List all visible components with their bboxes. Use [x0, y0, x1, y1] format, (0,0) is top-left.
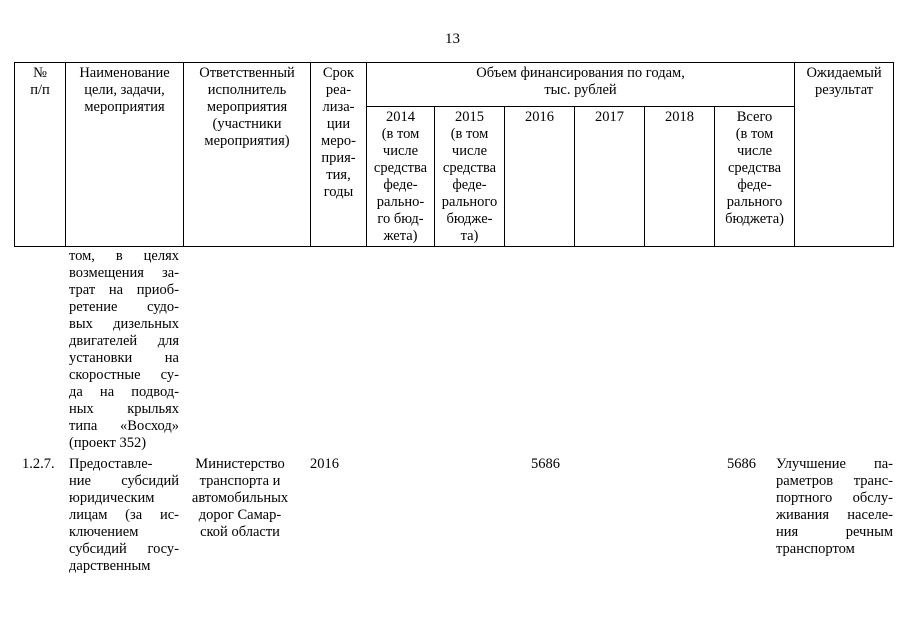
text-line: юридическим — [69, 490, 155, 506]
text-line: ния речным — [776, 524, 893, 540]
text-line: раметров транс- — [776, 473, 893, 489]
row-127-term: 2016 — [310, 456, 339, 472]
budget-table-header — [14, 62, 894, 247]
text-line: вых дизельных — [69, 316, 179, 332]
row-127-total: 5686 — [727, 456, 756, 472]
text-line: ретение судо- — [69, 299, 179, 315]
text-line: трат на приоб- — [69, 282, 179, 298]
text-line: транспортом — [776, 541, 855, 557]
header-year-2017: 2017 — [575, 107, 645, 247]
text-line: скоростные су- — [69, 367, 179, 383]
header-num: № п/п — [15, 63, 66, 247]
text-line: живания населе- — [776, 507, 893, 523]
header-funding: Объем финансирования по годам, тыс. рублей — [367, 63, 795, 107]
text-line: да на подвод- — [69, 384, 179, 400]
row-127-num: 1.2.7. — [22, 456, 55, 472]
text-line: двигателей для — [69, 333, 179, 349]
text-line: ключением — [69, 524, 139, 540]
text-line: Улучшение па- — [776, 456, 893, 472]
text-line: дарственным — [69, 558, 151, 574]
text-line: том, в целях — [69, 248, 179, 264]
text-line: лицам (за ис- — [69, 507, 179, 523]
text-line: возмещения за- — [69, 265, 179, 281]
text-line: типа «Восход» — [69, 418, 179, 434]
continuation-name-text — [69, 248, 179, 452]
text-line: ние субсидий — [69, 473, 179, 489]
row-127-value-2016: 5686 — [531, 456, 560, 472]
text-line: Предоставле- — [69, 456, 153, 472]
header-total: Всего (в том числе средства феде- рального бюджета) — [715, 107, 795, 247]
text-line: ных крыльях — [69, 401, 179, 417]
text-line: установки на — [69, 350, 179, 366]
header-result: Ожидаемый результат — [795, 63, 894, 247]
row-127-responsible: Министерство транспорта и автомобильных дорог Самар- ской области — [191, 456, 289, 540]
header-year-2014: 2014 (в том числе средства феде- рально- го бюд- жета) — [367, 107, 435, 247]
header-term: Срок реа- лиза- ции меро- прия- тия, годы — [311, 63, 367, 247]
header-name: Наименование цели, задачи, мероприятия — [66, 63, 184, 247]
header-year-2015: 2015 (в том числе средства феде- рального бюдже- та) — [435, 107, 505, 247]
row-127-name — [69, 456, 179, 575]
header-responsible: Ответственный исполнитель мероприятия (участники мероприятия) — [184, 63, 311, 247]
header-year-2018: 2018 — [645, 107, 715, 247]
header-year-2016: 2016 — [505, 107, 575, 247]
text-line: портного обслу- — [776, 490, 893, 506]
text-line: (проект 352) — [69, 435, 147, 451]
text-line: субсидий госу- — [69, 541, 179, 557]
page-number: 13 — [445, 31, 460, 47]
row-127-result — [776, 456, 893, 558]
